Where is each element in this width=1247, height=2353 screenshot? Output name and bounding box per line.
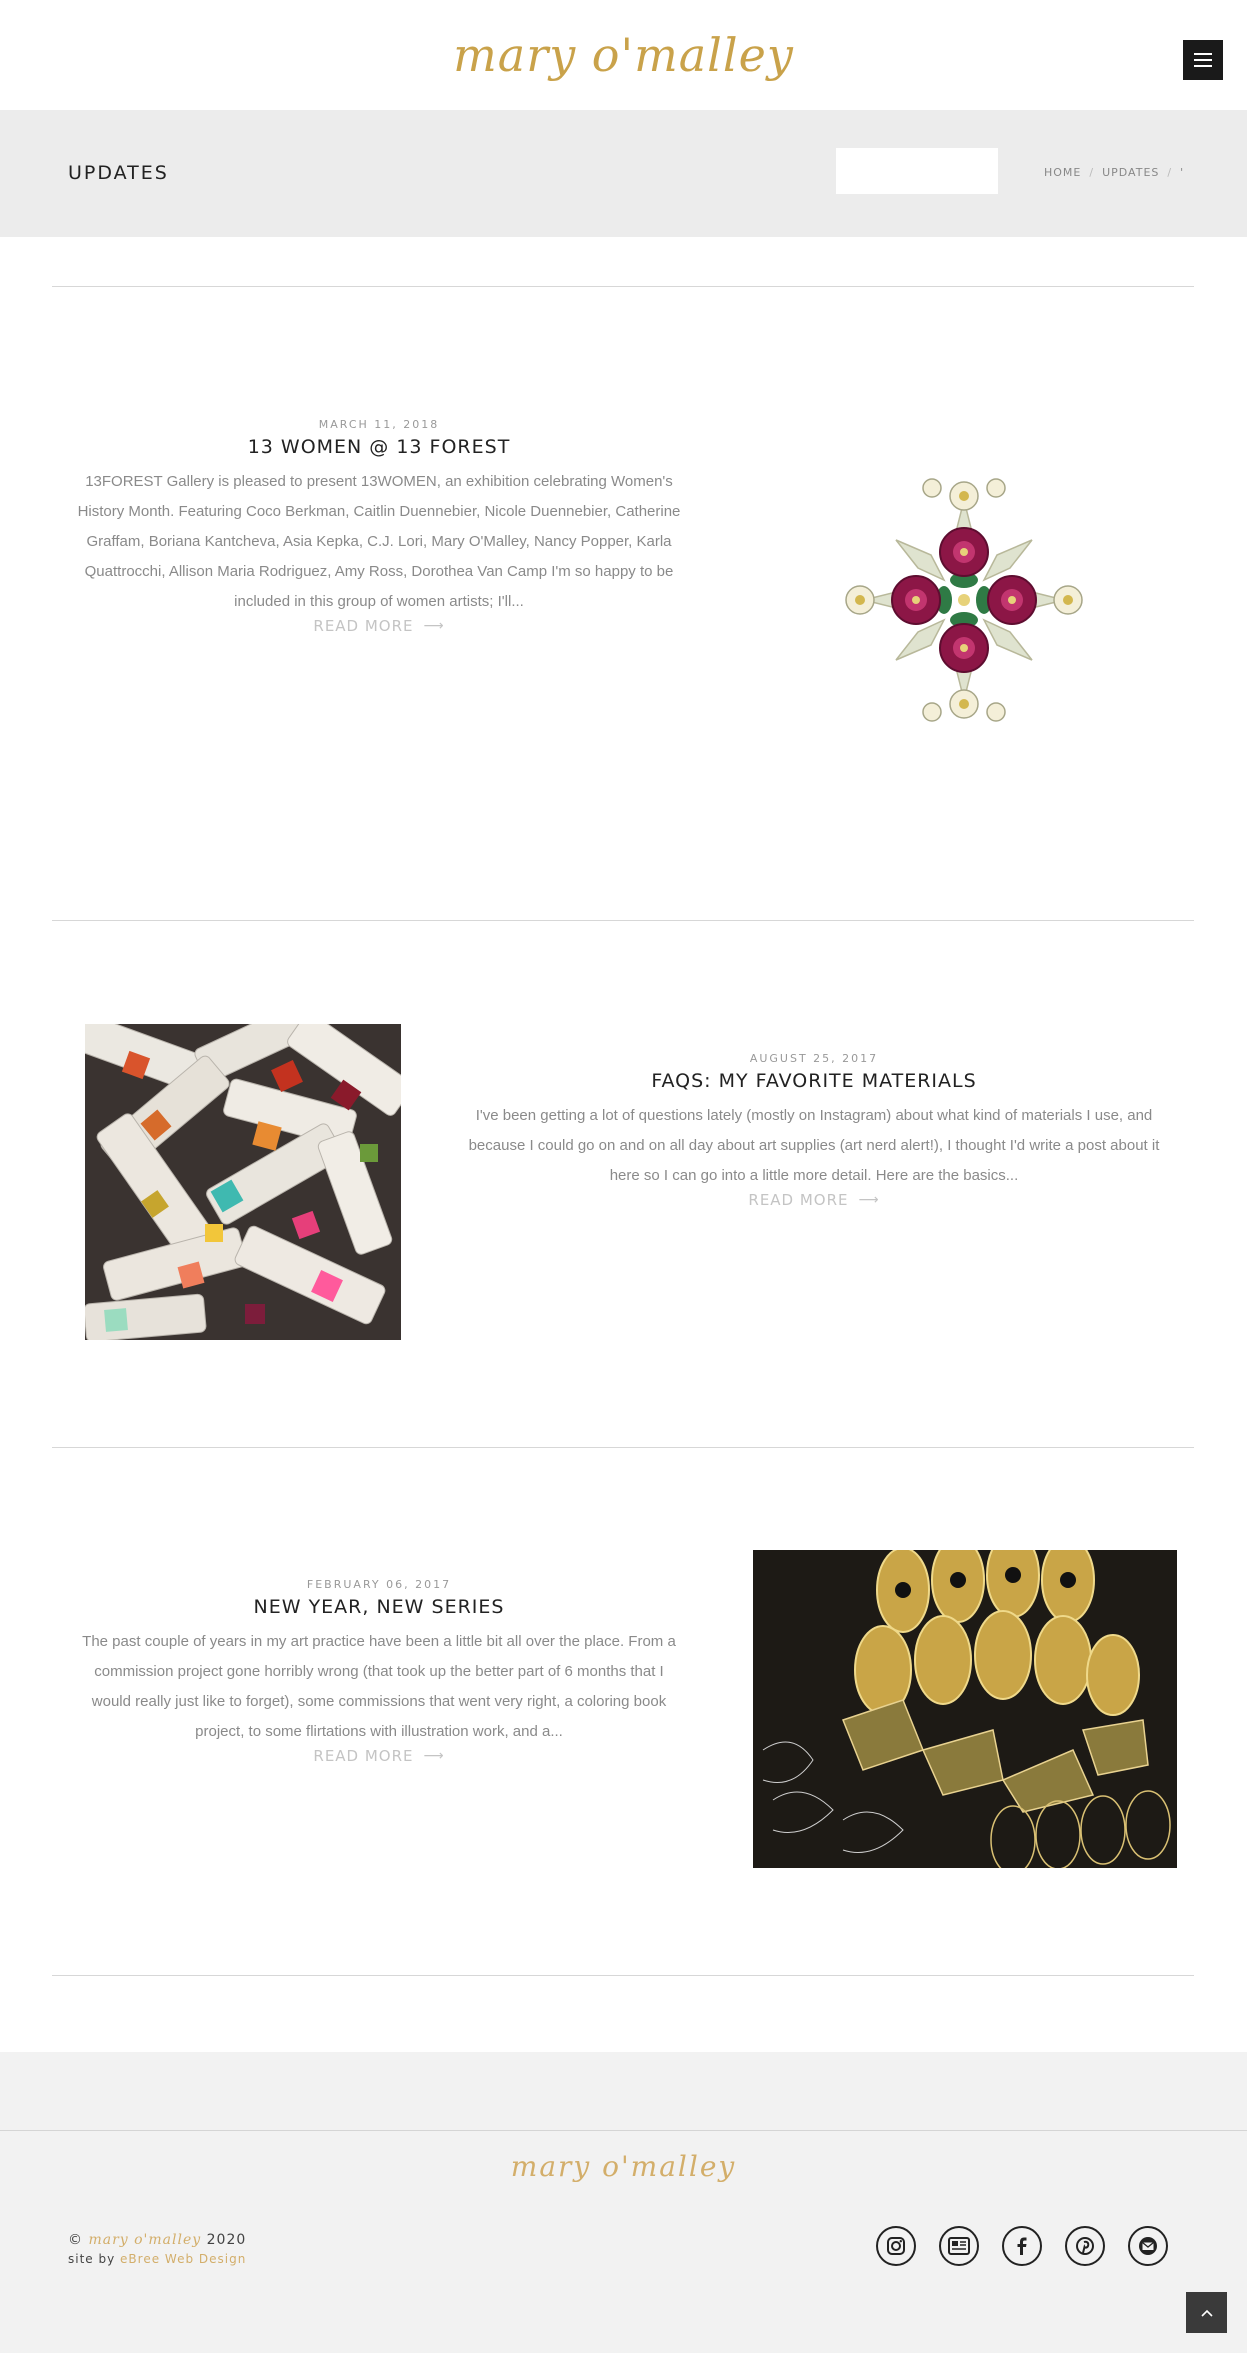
copyright-brand: mary o'malley	[88, 2232, 202, 2248]
breadcrumb-current: '	[1180, 166, 1185, 179]
credit-link[interactable]: eBree Web Design	[120, 2252, 247, 2266]
post-excerpt: 13FOREST Gallery is pleased to present 13WOMEN, an exhibition celebrating Women's History Month. Featuring Coco Berkman, Caitlin Duennebier, Nicole Duennebier, Catherine Graffam, Boriana Kantcheva, Asia Kepka, C.J. Lori, Mary O'Malley, Nancy Popper, Karla Quattrocchi, Allison Maria Rodriguez, Amy Ross, Dorothea Van Camp I'm so happy to be included in this group of women artists; I'll...	[77, 473, 681, 610]
chevron-up-icon	[1201, 2309, 1213, 2317]
footer-divider	[0, 2130, 1247, 2131]
post-text	[62, 418, 696, 636]
site-credit: site by eBree Web Design	[68, 2252, 247, 2266]
gold-artwork-image	[753, 1550, 1177, 1868]
instagram-icon	[886, 2236, 906, 2256]
read-more-link[interactable]	[313, 1747, 444, 1765]
footer-logo[interactable]: mary o'malley	[510, 2150, 737, 2183]
read-more-label: READ MORE	[313, 617, 414, 635]
arrow-right-icon: ⟶	[423, 618, 445, 634]
copyright-text: © mary o'malley 2020	[68, 2232, 247, 2248]
divider	[52, 1975, 1194, 1976]
post-image[interactable]	[85, 1024, 401, 1340]
post-image[interactable]	[753, 1550, 1177, 1868]
site-footer	[0, 2052, 1247, 2353]
breadcrumb	[1044, 166, 1184, 179]
copyright-year: 2020	[206, 2232, 247, 2248]
arrow-right-icon: ⟶	[423, 1748, 445, 1764]
search-input[interactable]	[836, 148, 998, 194]
facebook-button[interactable]	[1002, 2226, 1042, 2266]
read-more-label: READ MORE	[748, 1191, 849, 1209]
page-title: UPDATES	[68, 162, 169, 184]
arrow-right-icon: ⟶	[858, 1192, 880, 1208]
post-date: AUGUST 25, 2017	[749, 1052, 879, 1065]
instagram-button[interactable]	[876, 2226, 916, 2266]
facebook-icon	[1012, 2236, 1032, 2256]
divider	[52, 286, 1194, 287]
email-icon	[1138, 2236, 1158, 2256]
menu-button[interactable]	[1183, 40, 1223, 80]
post-text	[74, 1578, 684, 1766]
read-more-label: READ MORE	[313, 1747, 414, 1765]
page-title-bar	[0, 110, 1247, 237]
divider	[52, 1447, 1194, 1448]
post-title[interactable]: NEW YEAR, NEW SERIES	[253, 1596, 505, 1618]
divider	[52, 920, 1194, 921]
newsletter-button[interactable]	[939, 2226, 979, 2266]
site-logo[interactable]: mary o'malley	[453, 28, 794, 82]
post-image[interactable]	[836, 470, 1092, 730]
post-title[interactable]: FAQS: MY FAVORITE MATERIALS	[651, 1070, 977, 1092]
newsletter-icon	[948, 2237, 970, 2255]
breadcrumb-updates[interactable]: UPDATES	[1102, 166, 1160, 179]
pinterest-button[interactable]	[1065, 2226, 1105, 2266]
post-text	[452, 1052, 1176, 1210]
post-excerpt: I've been getting a lot of questions lately (mostly on Instagram) about what kind of materials I use, and because I could go on and on all day about art supplies (art nerd alert!), I thought I'd write a post about it here so I can go into a little more detail. Here are the basics...	[468, 1107, 1160, 1184]
paint-tubes-image	[85, 1024, 401, 1340]
site-header	[0, 0, 1247, 110]
email-button[interactable]	[1128, 2226, 1168, 2266]
pinterest-icon	[1075, 2236, 1095, 2256]
floral-mandala-image	[836, 470, 1092, 730]
read-more-link[interactable]	[748, 1191, 879, 1209]
read-more-link[interactable]	[313, 617, 444, 635]
post-date: FEBRUARY 06, 2017	[306, 1578, 452, 1591]
breadcrumb-separator: /	[1089, 166, 1095, 179]
hamburger-icon	[1194, 53, 1212, 55]
post-title[interactable]: 13 WOMEN @ 13 FOREST	[247, 436, 511, 458]
post-date: MARCH 11, 2018	[318, 418, 440, 431]
back-to-top-button[interactable]	[1186, 2292, 1227, 2333]
breadcrumb-separator: /	[1167, 166, 1173, 179]
breadcrumb-home[interactable]: HOME	[1044, 166, 1082, 179]
post-excerpt: The past couple of years in my art practice have been a little bit all over the place. From a commission project gone horribly wrong (that took up the better part of 6 months that I would really just like to forget), some commissions that went very right, a coloring book project, to some flirtations with illustration work, and a...	[82, 1633, 676, 1740]
